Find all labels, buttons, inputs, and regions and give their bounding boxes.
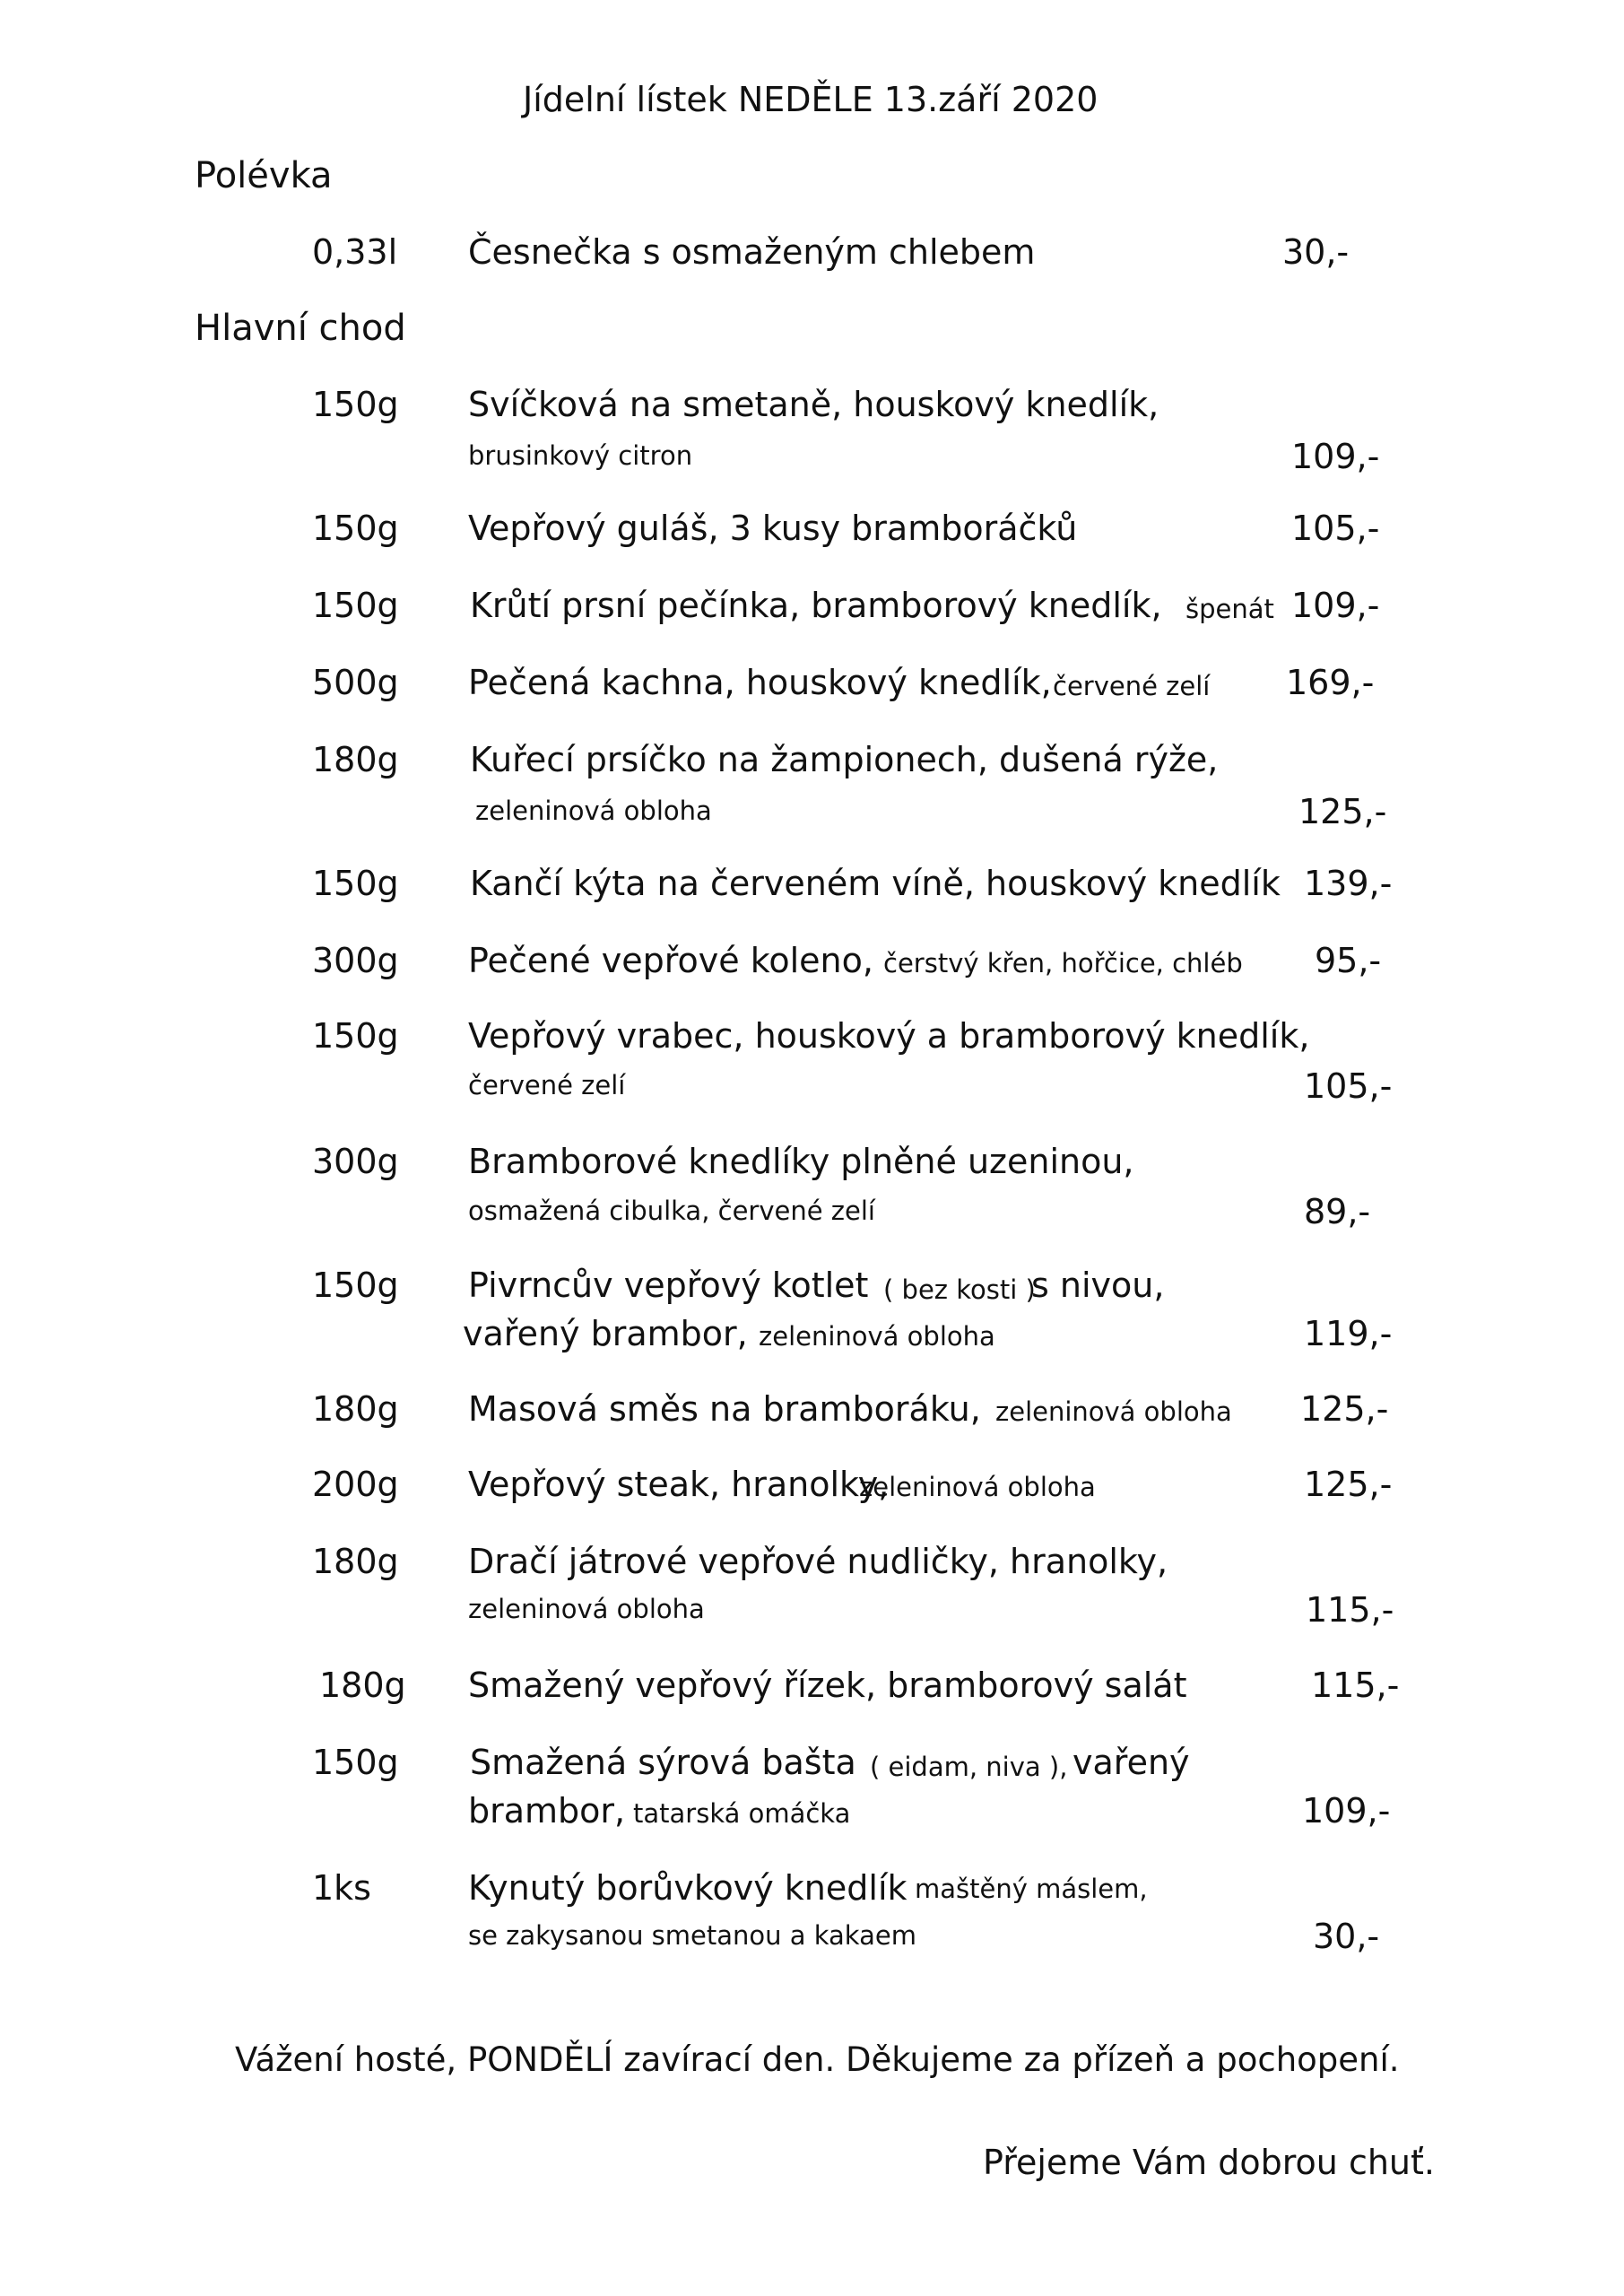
item-quantity: 300g	[312, 941, 399, 980]
item-price: 89,-	[1304, 1192, 1371, 1231]
item-name: Pivrncův vepřový kotlet	[468, 1265, 869, 1305]
item-price: 109,-	[1302, 1791, 1391, 1831]
item-quantity: 180g	[319, 1665, 406, 1705]
closing-notice: Vážení hosté, PONDĚLÍ zavírací den. Děkujeme za přízeň a pochopení.	[235, 2040, 1400, 2079]
item-price: 109,-	[1291, 437, 1380, 476]
item-name: Vepřový steak, hranolky,	[468, 1465, 890, 1504]
item-side: červené zelí	[468, 1070, 626, 1100]
item-quantity: 150g	[312, 1016, 399, 1056]
item-side: zeleninová obloha	[859, 1472, 1096, 1502]
item-price: 125,-	[1304, 1465, 1393, 1504]
item-price: 125,-	[1298, 792, 1387, 831]
item-price: 95,-	[1315, 941, 1382, 980]
item-price: 30,-	[1313, 1917, 1380, 1956]
item-name-continued: vařený	[1073, 1743, 1190, 1782]
item-name: Smažený vepřový řízek, bramborový salát	[468, 1665, 1187, 1705]
item-side: vařený brambor,	[463, 1314, 748, 1353]
item-name: Vepřový guláš, 3 kusy bramboráčků	[468, 509, 1078, 548]
item-quantity: 180g	[312, 1542, 399, 1581]
item-price: 115,-	[1306, 1590, 1394, 1630]
item-price: 115,-	[1311, 1665, 1400, 1705]
item-quantity: 150g	[312, 385, 399, 424]
item-quantity: 1ks	[312, 1868, 371, 1908]
item-price: 105,-	[1304, 1066, 1393, 1106]
item-name: Kančí kýta na červeném víně, houskový knedlík	[470, 864, 1281, 903]
closing-wish: Přejeme Vám dobrou chuť.	[983, 2143, 1435, 2182]
item-name: Pečená kachna, houskový knedlík,	[468, 663, 1052, 702]
item-name: Kynutý borůvkový knedlík	[468, 1868, 908, 1908]
item-quantity: 0,33l	[312, 232, 398, 272]
item-quantity: 150g	[312, 1265, 399, 1305]
section-main-heading: Hlavní chod	[195, 308, 406, 349]
item-name: Pečené vepřové koleno,	[468, 941, 873, 980]
item-price: 109,-	[1291, 586, 1380, 625]
item-price: 169,-	[1286, 663, 1375, 702]
item-name: Smažená sýrová bašta	[470, 1743, 856, 1782]
item-name: Vepřový vrabec, houskový a bramborový knedlík,	[468, 1016, 1310, 1056]
item-note: ( eidam, niva ),	[870, 1752, 1068, 1782]
item-name: Krůtí prsní pečínka, bramborový knedlík,	[470, 586, 1162, 625]
item-name: Dračí játrové vepřové nudličky, hranolky,	[468, 1542, 1168, 1581]
item-name: Kuřecí prsíčko na žampionech, dušená rýže,	[470, 740, 1219, 779]
item-note: ( bez kosti )	[883, 1274, 1036, 1305]
item-side: zeleninová obloha	[475, 796, 712, 826]
item-price: 125,-	[1300, 1389, 1389, 1429]
item-price: 30,-	[1282, 232, 1350, 272]
item-quantity: 150g	[312, 864, 399, 903]
item-quantity: 150g	[312, 509, 399, 548]
item-name: Česnečka s osmaženým chlebem	[468, 232, 1036, 272]
item-side: osmažená cibulka, červené zelí	[468, 1196, 875, 1226]
item-side: brambor,	[468, 1791, 626, 1831]
item-side: zeleninová obloha	[468, 1594, 705, 1624]
item-quantity: 180g	[312, 1389, 399, 1429]
item-side: zeleninová obloha	[995, 1396, 1232, 1427]
item-side: červené zelí	[1053, 671, 1211, 701]
section-soup-heading: Polévka	[195, 155, 333, 196]
item-quantity: 200g	[312, 1465, 399, 1504]
item-price: 139,-	[1304, 864, 1393, 903]
item-side: brusinkový citron	[468, 440, 693, 471]
item-side: se zakysanou smetanou a kakaem	[468, 1920, 916, 1951]
item-side: špenát	[1185, 594, 1274, 624]
item-quantity: 150g	[312, 586, 399, 625]
item-quantity: 300g	[312, 1142, 399, 1181]
item-price: 105,-	[1291, 509, 1380, 548]
item-side: zeleninová obloha	[759, 1321, 995, 1352]
item-name: Masová směs na bramboráku,	[468, 1389, 981, 1429]
item-quantity: 180g	[312, 740, 399, 779]
item-note: maštěný máslem,	[915, 1874, 1148, 1904]
item-side: čerstvý křen, hořčice, chléb	[883, 948, 1243, 978]
item-name: Bramborové knedlíky plněné uzeninou,	[468, 1142, 1134, 1181]
item-price: 119,-	[1304, 1314, 1393, 1353]
item-quantity: 150g	[312, 1743, 399, 1782]
page-title: Jídelní lístek NEDĚLE 13.září 2020	[523, 80, 1099, 119]
item-quantity: 500g	[312, 663, 399, 702]
item-name-continued: s nivou,	[1031, 1265, 1165, 1305]
item-side: tatarská omáčka	[633, 1798, 851, 1829]
item-name: Svíčková na smetaně, houskový knedlík,	[468, 385, 1159, 424]
